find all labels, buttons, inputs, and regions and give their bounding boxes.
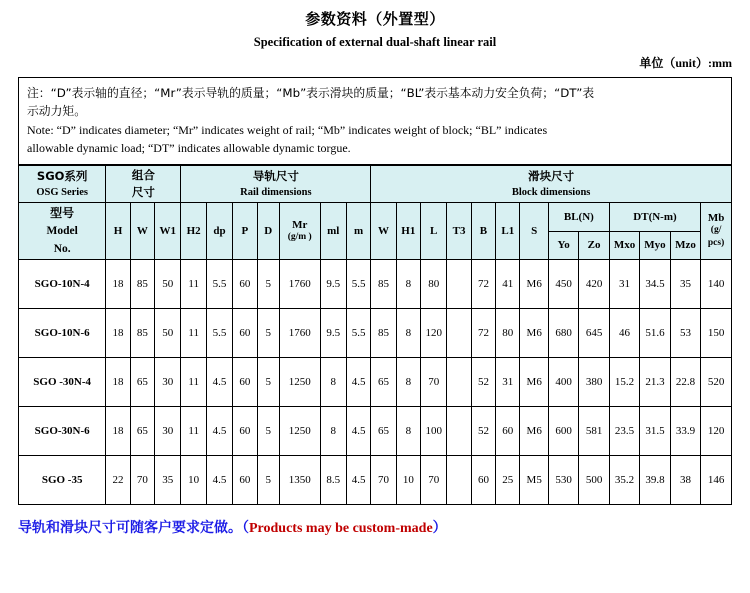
cell: 1760 <box>279 308 320 357</box>
table-row <box>19 357 732 406</box>
cell <box>447 406 471 455</box>
cell: 8 <box>320 357 346 406</box>
cell: 140 <box>701 259 732 308</box>
header-col-Mxo: Mxo <box>609 231 639 259</box>
header-combo: 组合 尺寸 <box>106 165 181 203</box>
cell: 38 <box>670 455 700 504</box>
cell: 8 <box>396 406 420 455</box>
header-col-B: B <box>471 203 495 260</box>
cell: 150 <box>701 308 732 357</box>
cell: 146 <box>701 455 732 504</box>
cell: 65 <box>371 406 396 455</box>
cell: 581 <box>579 406 609 455</box>
cell: 680 <box>548 308 578 357</box>
cell: 35 <box>670 259 700 308</box>
specification-table <box>18 165 732 505</box>
cell: 22 <box>106 455 130 504</box>
cell: 8 <box>396 357 420 406</box>
cell: 50 <box>155 259 181 308</box>
cell: M6 <box>520 357 548 406</box>
cell: 65 <box>130 357 154 406</box>
row-model: SGO-10N-6 <box>19 308 106 357</box>
cell: 18 <box>106 259 130 308</box>
row-model: SGO-30N-6 <box>19 406 106 455</box>
cell: 520 <box>701 357 732 406</box>
cell: 18 <box>106 357 130 406</box>
cell: 70 <box>421 455 447 504</box>
cell: 120 <box>421 308 447 357</box>
cell: 60 <box>496 406 520 455</box>
cell <box>447 455 471 504</box>
cell: 11 <box>181 357 206 406</box>
cell: 530 <box>548 455 578 504</box>
cell: 8 <box>396 259 420 308</box>
cell: 5 <box>257 406 279 455</box>
footer-note <box>18 517 732 537</box>
table-row <box>19 308 732 357</box>
cell: 18 <box>106 308 130 357</box>
header-block-dimensions: 滑块尺寸 Block dimensions <box>371 165 732 203</box>
cell: 39.8 <box>640 455 670 504</box>
cell: 46 <box>609 308 639 357</box>
cell: 70 <box>130 455 154 504</box>
row-model: SGO -35 <box>19 455 106 504</box>
cell: 72 <box>471 308 495 357</box>
cell: 5 <box>257 357 279 406</box>
cell: M6 <box>520 259 548 308</box>
cell: 22.8 <box>670 357 700 406</box>
cell: 85 <box>371 308 396 357</box>
cell: 85 <box>371 259 396 308</box>
cell: 52 <box>471 357 495 406</box>
cell: 33.9 <box>670 406 700 455</box>
cell: 4.5 <box>206 406 232 455</box>
cell: 51.6 <box>640 308 670 357</box>
cell: 31 <box>609 259 639 308</box>
cell: 53 <box>670 308 700 357</box>
cell <box>447 357 471 406</box>
cell: 11 <box>181 308 206 357</box>
cell: 400 <box>548 357 578 406</box>
cell: 4.5 <box>346 357 370 406</box>
header-col-m: m <box>346 203 370 260</box>
row-model: SGO -30N-4 <box>19 357 106 406</box>
cell: 10 <box>396 455 420 504</box>
cell: 65 <box>130 406 154 455</box>
cell <box>447 308 471 357</box>
cell: 60 <box>233 455 257 504</box>
page-title: 参数资料（外置型） <box>305 12 445 28</box>
header-col-Mr: Mr (g/m ) <box>279 203 320 260</box>
footer-zh: 导轨和滑块尺寸可随客户要求定做。（ <box>18 519 249 536</box>
cell: 600 <box>548 406 578 455</box>
cell: 34.5 <box>640 259 670 308</box>
cell: 5 <box>257 455 279 504</box>
cell: 23.5 <box>609 406 639 455</box>
cell: 35.2 <box>609 455 639 504</box>
cell: 5.5 <box>346 308 370 357</box>
table-header-row-groups <box>19 203 732 231</box>
header-col-P: P <box>233 203 257 260</box>
table-row <box>19 455 732 504</box>
cell: 10 <box>181 455 206 504</box>
cell: 1350 <box>279 455 320 504</box>
cell: 65 <box>371 357 396 406</box>
cell: 60 <box>233 406 257 455</box>
cell: 70 <box>371 455 396 504</box>
header-col-L: L <box>421 203 447 260</box>
cell: M6 <box>520 406 548 455</box>
header-col-block-W: W <box>371 203 396 260</box>
cell: 30 <box>155 406 181 455</box>
cell: 72 <box>471 259 495 308</box>
cell: 11 <box>181 259 206 308</box>
header-group-DT: DT(N-m) <box>609 203 700 231</box>
cell: 18 <box>106 406 130 455</box>
cell: 15.2 <box>609 357 639 406</box>
cell: 35 <box>155 455 181 504</box>
unit-label: 单位（unit）:mm <box>639 56 732 70</box>
cell <box>447 259 471 308</box>
cell: 4.5 <box>206 357 232 406</box>
header-col-dp: dp <box>206 203 232 260</box>
cell: 50 <box>155 308 181 357</box>
cell: 4.5 <box>346 406 370 455</box>
cell: 8 <box>396 308 420 357</box>
cell: 8.5 <box>320 455 346 504</box>
cell: 5.5 <box>206 308 232 357</box>
note-en-line-2: allowable dynamic load; “DT” indicates allowable dynamic torgue. <box>27 141 351 156</box>
header-col-H2: H2 <box>181 203 206 260</box>
cell: 1250 <box>279 357 320 406</box>
note-zh-line-2: 示动力矩。 <box>27 104 86 119</box>
cell: 500 <box>579 455 609 504</box>
header-col-T3: T3 <box>447 203 471 260</box>
cell: 21.3 <box>640 357 670 406</box>
table-row <box>19 259 732 308</box>
cell: 80 <box>421 259 447 308</box>
header-col-W1: W1 <box>155 203 181 260</box>
cell: M5 <box>520 455 548 504</box>
cell: 30 <box>155 357 181 406</box>
cell: 5 <box>257 259 279 308</box>
header-col-W: W <box>130 203 154 260</box>
cell: 52 <box>471 406 495 455</box>
header-col-Myo: Myo <box>640 231 670 259</box>
cell: 25 <box>496 455 520 504</box>
cell: 4.5 <box>206 455 232 504</box>
table-row <box>19 406 732 455</box>
cell: 5.5 <box>346 259 370 308</box>
cell: 420 <box>579 259 609 308</box>
cell: 31 <box>496 357 520 406</box>
cell: 1250 <box>279 406 320 455</box>
cell: 9.5 <box>320 259 346 308</box>
note-zh-line-1: 注：“D”表示轴的直径；“Mr”表示导轨的质量；“Mb”表示滑块的质量；“BL”表示基本动力安全负荷；“DT”表 <box>27 86 595 100</box>
header-col-Mzo: Mzo <box>670 231 700 259</box>
header-col-L1: L1 <box>496 203 520 260</box>
cell: 80 <box>496 308 520 357</box>
cell: 60 <box>233 308 257 357</box>
page-subtitle: Specification of external dual-shaft linear rail <box>253 35 497 49</box>
header-model: 型号 Model No. <box>19 203 106 260</box>
cell: 450 <box>548 259 578 308</box>
cell: 5.5 <box>206 259 232 308</box>
cell: 31.5 <box>640 406 670 455</box>
cell: 85 <box>130 259 154 308</box>
cell: M6 <box>520 308 548 357</box>
cell: 9.5 <box>320 308 346 357</box>
document-page <box>0 8 750 593</box>
header-group-BL: BL(N) <box>548 203 609 231</box>
cell: 70 <box>421 357 447 406</box>
note-en-line-1: Note: “D” indicates diameter; “Mr” indicates weight of rail; “Mb” indicates weight of block; “BL” indicates <box>27 122 548 137</box>
cell: 85 <box>130 308 154 357</box>
header-col-ml: ml <box>320 203 346 260</box>
header-col-Yo: Yo <box>548 231 578 259</box>
cell: 60 <box>233 259 257 308</box>
cell: 380 <box>579 357 609 406</box>
cell: 8 <box>320 406 346 455</box>
header-col-Zo: Zo <box>579 231 609 259</box>
header-col-D: D <box>257 203 279 260</box>
header-rail-dimensions: 导轨尺寸 Rail dimensions <box>181 165 371 203</box>
table-body <box>19 259 732 504</box>
header-col-H1: H1 <box>396 203 420 260</box>
header-col-H: H <box>106 203 130 260</box>
cell: 5 <box>257 308 279 357</box>
note-box <box>18 77 732 165</box>
header-col-S: S <box>520 203 548 260</box>
header-col-Mb: Mb (g/ pcs) <box>701 203 732 260</box>
cell: 4.5 <box>346 455 370 504</box>
row-model: SGO-10N-4 <box>19 259 106 308</box>
cell: 41 <box>496 259 520 308</box>
footer-close-paren: ） <box>432 519 447 536</box>
cell: 60 <box>233 357 257 406</box>
cell: 1760 <box>279 259 320 308</box>
footer-en: Products may be custom-made <box>249 520 433 536</box>
cell: 11 <box>181 406 206 455</box>
cell: 100 <box>421 406 447 455</box>
cell: 60 <box>471 455 495 504</box>
cell: 120 <box>701 406 732 455</box>
header-series: SGO系列 OSG Series <box>19 165 106 203</box>
cell: 645 <box>579 308 609 357</box>
